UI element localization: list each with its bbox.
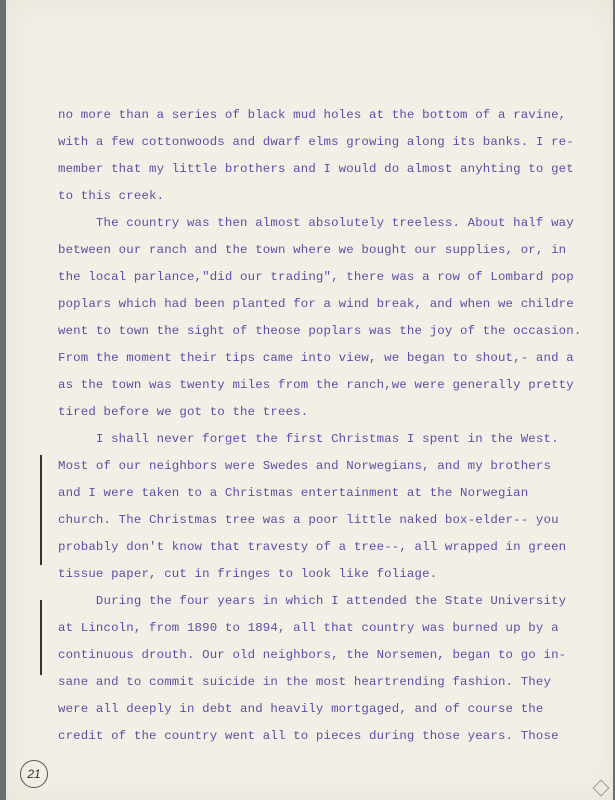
text-line: went to town the sight of theose poplars was the joy of the occasion. [58, 324, 582, 338]
text-line: with a few cottonwoods and dwarf elms growing along its banks. I re- [58, 135, 574, 149]
text-line: continuous drouth. Our old neighbors, the Norsemen, began to go in- [58, 648, 567, 662]
text-line: church. The Christmas tree was a poor little naked box-elder-- you [58, 513, 559, 527]
text-line: Most of our neighbors were Swedes and Norwegians, and my brothers [58, 459, 552, 473]
text-line: were all deeply in debt and heavily mortgaged, and of course the [58, 702, 544, 716]
margin-mark [40, 600, 42, 675]
corner-mark-icon [593, 780, 610, 797]
text-line: probably don't know that travesty of a tree--, all wrapped in green [58, 540, 567, 554]
text-line: member that my little brothers and I would do almost anyhting to get [58, 162, 574, 176]
text-line: The country was then almost absolutely treeless. About half way [58, 216, 574, 230]
page-number: 21 [20, 760, 48, 788]
document-page [6, 0, 613, 800]
text-line: I shall never forget the first Christmas I spent in the West. [58, 432, 559, 446]
text-line: tired before we got to the trees. [58, 405, 309, 419]
text-line: and I were taken to a Christmas entertainment at the Norwegian [58, 486, 529, 500]
text-line: between our ranch and the town where we bought our supplies, or, in [58, 243, 567, 257]
text-line: poplars which had been planted for a wind break, and when we childre [58, 297, 574, 311]
text-line: tissue paper, cut in fringes to look like foliage. [58, 567, 438, 581]
margin-mark [40, 455, 42, 565]
text-line: at Lincoln, from 1890 to 1894, all that country was burned up by a [58, 621, 559, 635]
text-line: sane and to commit suicide in the most heartrending fashion. They [58, 675, 552, 689]
text-line: as the town was twenty miles from the ranch,we were generally pretty [58, 378, 574, 392]
text-line: the local parlance,"did our trading", there was a row of Lombard pop [58, 270, 574, 284]
text-line: From the moment their tips came into view, we began to shout,- and a [58, 351, 574, 365]
text-line: to this creek. [58, 189, 165, 203]
text-line: During the four years in which I attended the State University [58, 594, 567, 608]
text-line: no more than a series of black mud holes at the bottom of a ravine, [58, 108, 567, 122]
text-line: credit of the country went all to pieces during those years. Those [58, 729, 559, 743]
